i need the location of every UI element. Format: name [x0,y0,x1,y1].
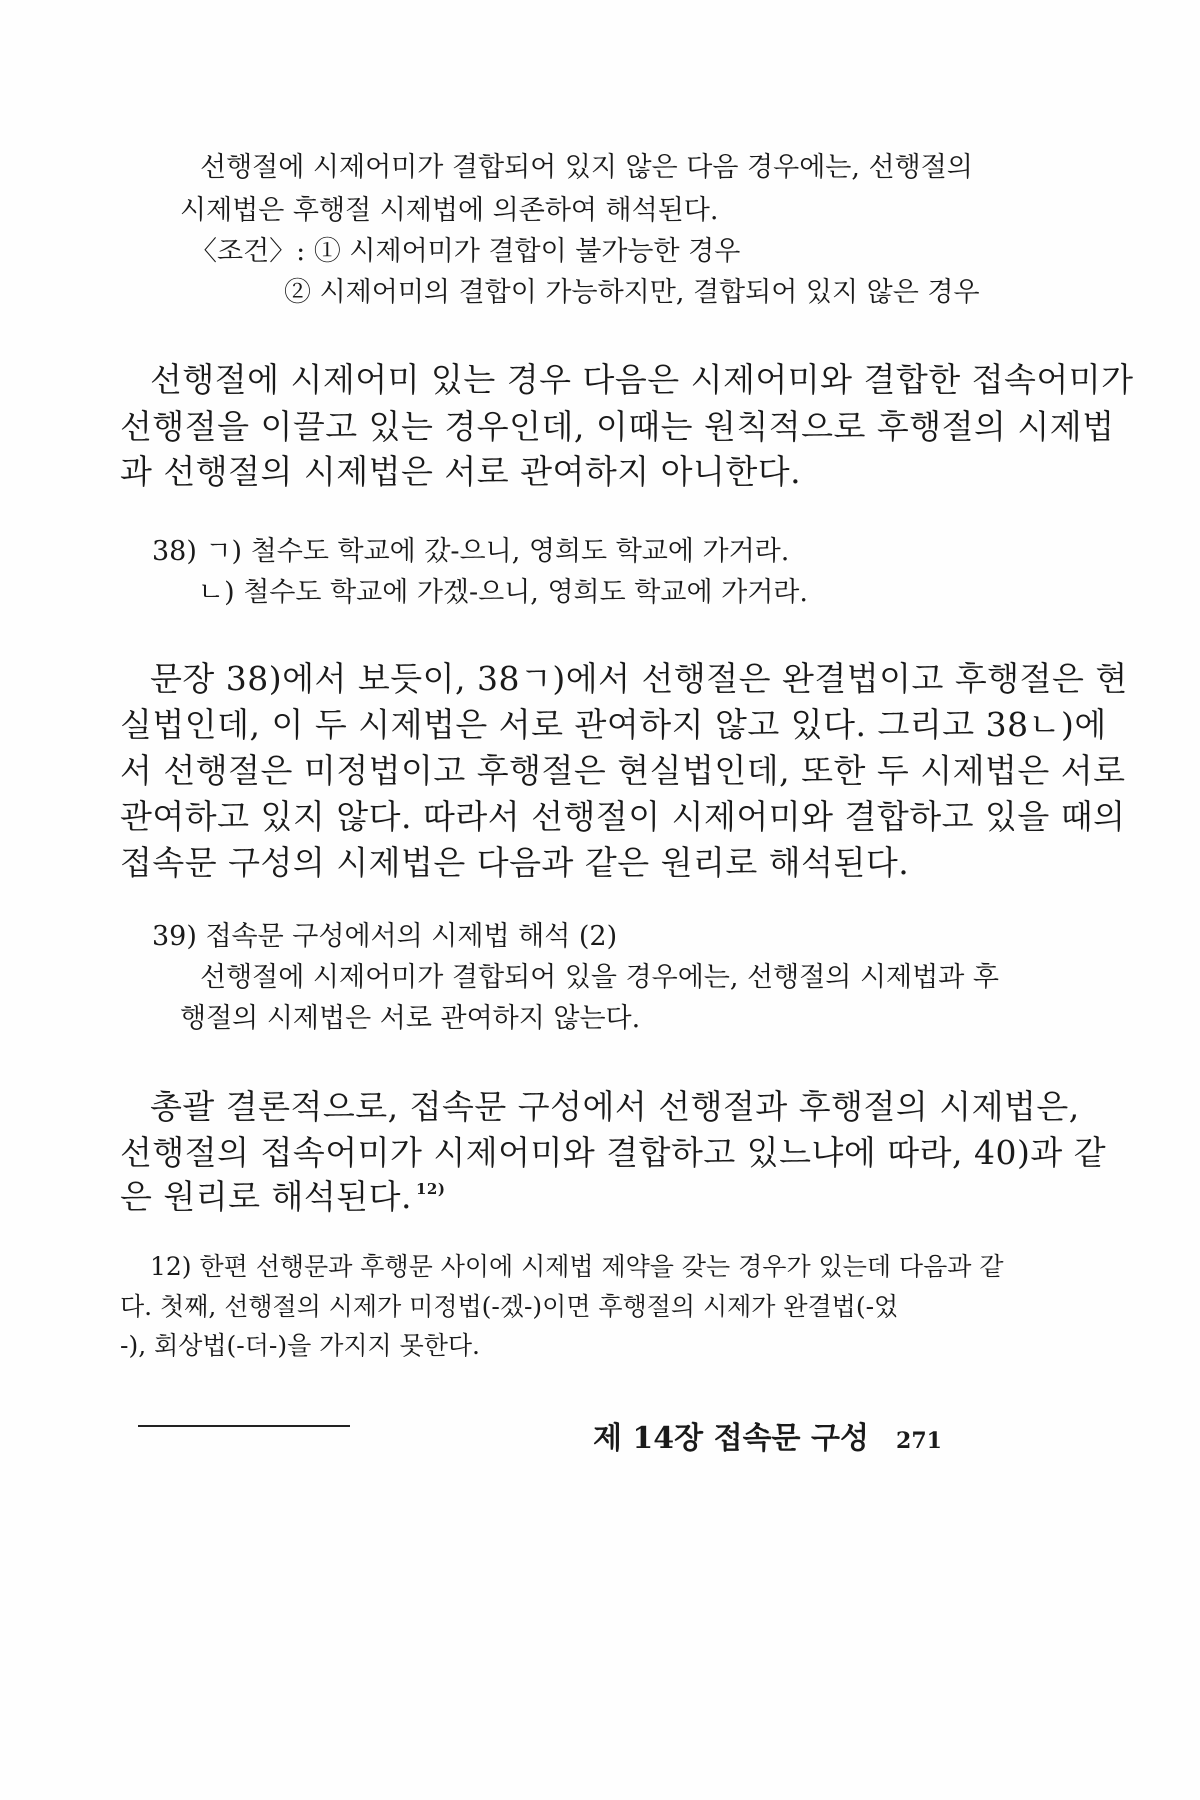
paragraph-line: 실법인데, 이 두 시제법은 서로 관여하지 않고 있다. 그리고 38ㄴ)에 [120,705,1107,744]
condition-2: ② 시제어미의 결합이 가능하지만, 결합되어 있지 않은 경우 [284,277,980,308]
page-number: 271 [896,1428,942,1454]
example-38a: 38) ㄱ) 철수도 학교에 갔-으니, 영희도 학교에 가거라. [152,536,790,567]
example-39-line: 선행절에 시제어미가 결합되어 있을 경우에는, 선행절의 시제법과 후 [200,962,999,993]
paragraph-line: 문장 38)에서 보듯이, 38ㄱ)에서 선행절은 완결법이고 후행절은 현 [150,659,1128,698]
paragraph-line: 관여하고 있지 않다. 따라서 선행절이 시제어미와 결합하고 있을 때의 [120,797,1126,836]
chapter-title: 제 14장 접속문 구성 [593,1421,869,1456]
footnote-line: -), 회상법(-더-)을 가지지 못한다. [120,1331,480,1360]
paragraph-line: 선행절을 이끌고 있는 경우인데, 이때는 원칙적으로 후행절의 시제법 [120,407,1115,446]
paragraph-line: 선행절에 시제어미 있는 경우 다음은 시제어미와 결합한 접속어미가 [150,360,1134,399]
rule-text-line: 선행절에 시제어미가 결합되어 있지 않은 다음 경우에는, 선행절의 [200,152,973,183]
paragraph-line [120,1177,446,1216]
footnote-reference: 12) [416,1180,446,1198]
condition-1: 〈조건〉: ① 시제어미가 결합이 불가능한 경우 [190,236,741,267]
rule-text-line: 시제법은 후행절 시제법에 의존하여 해석된다. [180,195,719,226]
example-38b: ㄴ) 철수도 학교에 가겠-으니, 영희도 학교에 가거라. [198,577,808,608]
paragraph-line: 과 선행절의 시제법은 서로 관여하지 아니한다. [120,452,802,491]
footnote-line: 12) 한편 선행문과 후행문 사이에 시제법 제약을 갖는 경우가 있는데 다음과 같 [150,1252,1004,1281]
example-39-line: 행절의 시제법은 서로 관여하지 않는다. [180,1003,641,1034]
running-footer [593,1421,942,1456]
paragraph-line: 서 선행절은 미정법이고 후행절은 현실법인데, 또한 두 시제법은 서로 [120,751,1126,790]
footnote-divider [138,1425,350,1427]
paragraph-text: 은 원리로 해석된다. [120,1177,412,1216]
footnote-line: 다. 첫째, 선행절의 시제가 미정법(-겠-)이면 후행절의 시제가 완결법(-었 [120,1292,899,1321]
paragraph-line: 총괄 결론적으로, 접속문 구성에서 선행절과 후행절의 시제법은, [150,1087,1080,1126]
example-39-title: 39) 접속문 구성에서의 시제법 해석 (2) [152,921,618,952]
paragraph-line: 선행절의 접속어미가 시제어미와 결합하고 있느냐에 따라, 40)과 같 [120,1133,1107,1172]
paragraph-line: 접속문 구성의 시제법은 다음과 같은 원리로 해석된다. [120,843,910,882]
